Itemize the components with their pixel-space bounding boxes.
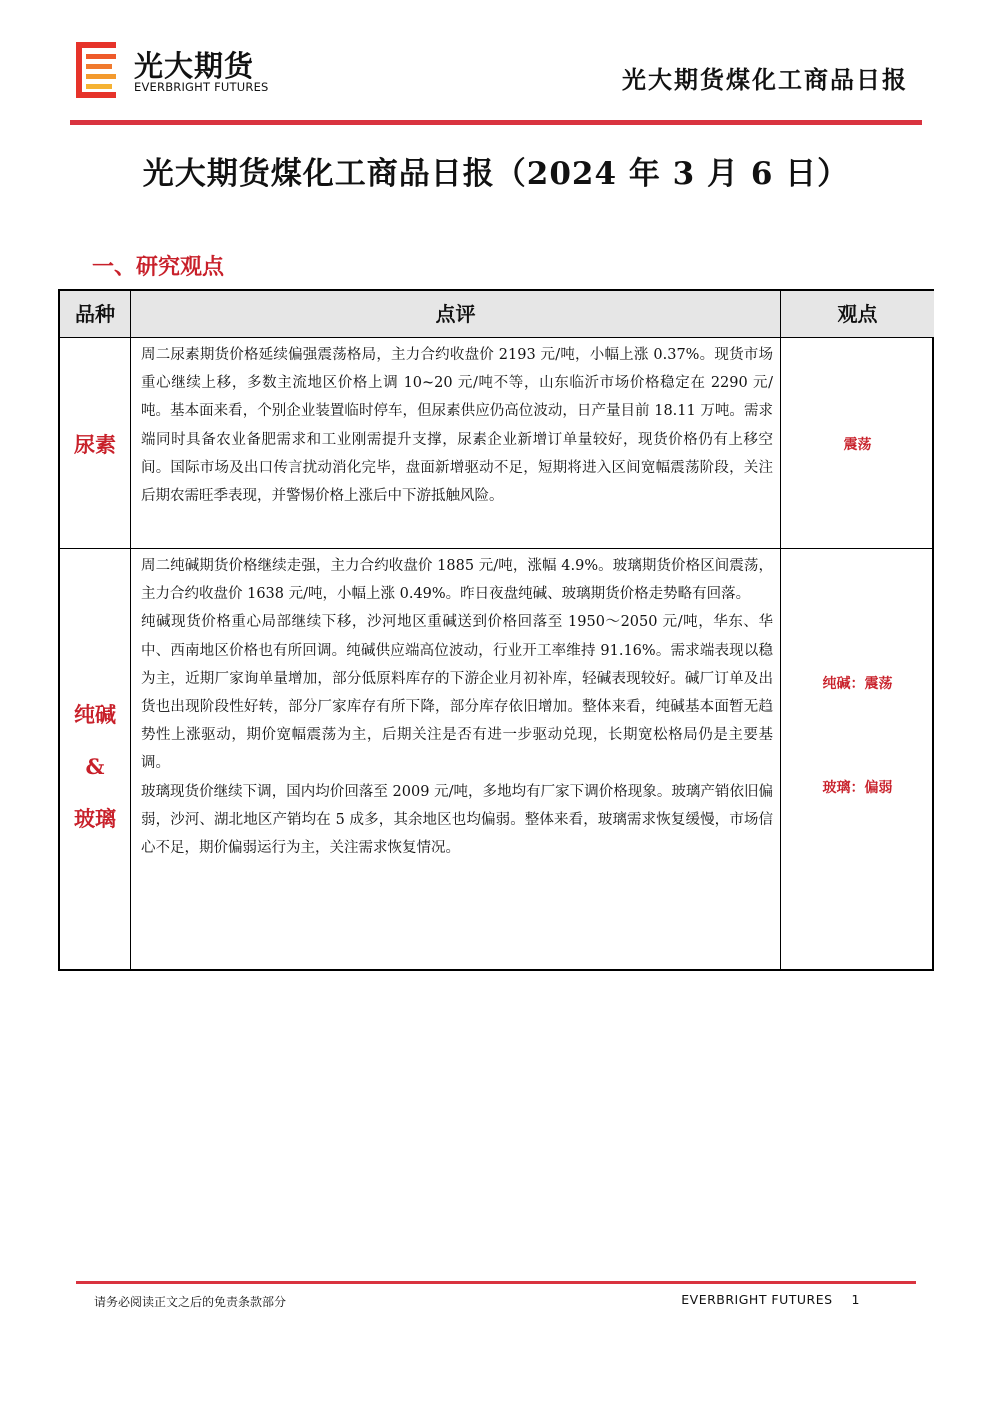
footer-brand (681, 1292, 860, 1307)
variety-line-glass: 玻璃 (74, 806, 116, 831)
logo-chinese-name: 光大期货 (134, 49, 255, 83)
page-number: 1 (851, 1292, 860, 1307)
everbright-logo-icon (76, 42, 120, 98)
footer-divider (76, 1281, 916, 1284)
comment-paragraph: 玻璃现货价继续下调，国内均价回落至 2009 元/吨，多地均有厂家下调价格现象。玻璃产销依旧偏弱，沙河、湖北地区产销均在 5 成多，其余地区也均偏弱。整体来看，玻璃需求恢复缓慢，市场信心不足，期价偏弱运行为主，关注需求恢复情况。 (141, 783, 773, 857)
column-divider (780, 291, 781, 969)
row-divider (60, 337, 932, 338)
page-title: 光大期货煤化工商品日报（2024 年 3 月 6 日） (142, 156, 850, 192)
row-divider (60, 548, 932, 549)
comment-soda-glass (141, 552, 773, 862)
view-urea: 震荡 (843, 437, 872, 453)
research-table (58, 289, 934, 971)
comment-paragraph: 周二尿素期货价格延续偏强震荡格局，主力合约收盘价 2193 元/吨，小幅上涨 0.37%。现货市场重心继续上移，多数主流地区价格上调 10~20 元/吨不等，山东临沂市场价格稳定在 2290 元/吨。基本面来看，个别企业装置临时停车，但尿素供应仍高位波动，日产量目前 18.11 万吨。需求端同时具备农业备肥需求和工业刚需提升支撑，尿素企业新增订单量较好，现货价格仍有上移空间。国际市场及出口传言扰动消化完毕，盘面新增驱动不足，短期将进入区间宽幅震荡阶段，关注后期农需旺季表现，并警惕价格上涨后中下游抵触风险。 (141, 347, 773, 505)
header-comment: 点评 (131, 291, 780, 337)
view-glass: 玻璃：偏弱 (822, 780, 893, 796)
column-divider (130, 291, 131, 969)
footer-company: EVERBRIGHT FUTURES (681, 1292, 833, 1307)
variety-soda-glass (60, 689, 130, 845)
logo-english-name: EVERBRIGHT FUTURES (134, 80, 269, 94)
header-view: 观点 (781, 291, 934, 337)
comment-paragraph: 周二纯碱期货价格继续走强，主力合约收盘价 1885 元/吨，涨幅 4.9%。玻璃期货价格区间震荡，主力合约收盘价 1638 元/吨，小幅上涨 0.49%。昨日夜盘纯碱、玻璃期货价格走势略有回落。 (141, 558, 773, 603)
company-logo (76, 42, 286, 100)
section-heading: 一、研究观点 (92, 254, 225, 280)
comment-urea (141, 341, 773, 510)
header-report-title: 光大期货煤化工商品日报 (622, 65, 908, 94)
variety-line-soda: 纯碱 (74, 702, 116, 727)
view-soda: 纯碱：震荡 (822, 676, 893, 692)
variety-urea: 尿素 (74, 432, 116, 457)
header-variety: 品种 (60, 291, 130, 337)
comment-paragraph: 纯碱现货价格重心局部继续下移，沙河地区重碱送到价格回落至 1950～2050 元/吨，华东、华中、西南地区价格也有所回调。纯碱供应端高位波动，行业开工率维持 91.16%。需求端表现以稳为主，近期厂家询单量增加，部分低原料库存的下游企业月初补库，轻碱表现较好。碱厂订单及出货也出现阶段性好转，部分厂家库存有所下降，部分库存依旧增加。整体来看，纯碱基本面暂无趋势性上涨驱动，期价宽幅震荡为主，后期关注是否有进一步驱动兑现，长期宽松格局仍是主要基调。 (141, 614, 773, 772)
variety-line-amp: & (85, 754, 105, 779)
footer-disclaimer: 请务必阅读正文之后的免责条款部分 (94, 1295, 287, 1309)
header-divider (70, 120, 922, 125)
